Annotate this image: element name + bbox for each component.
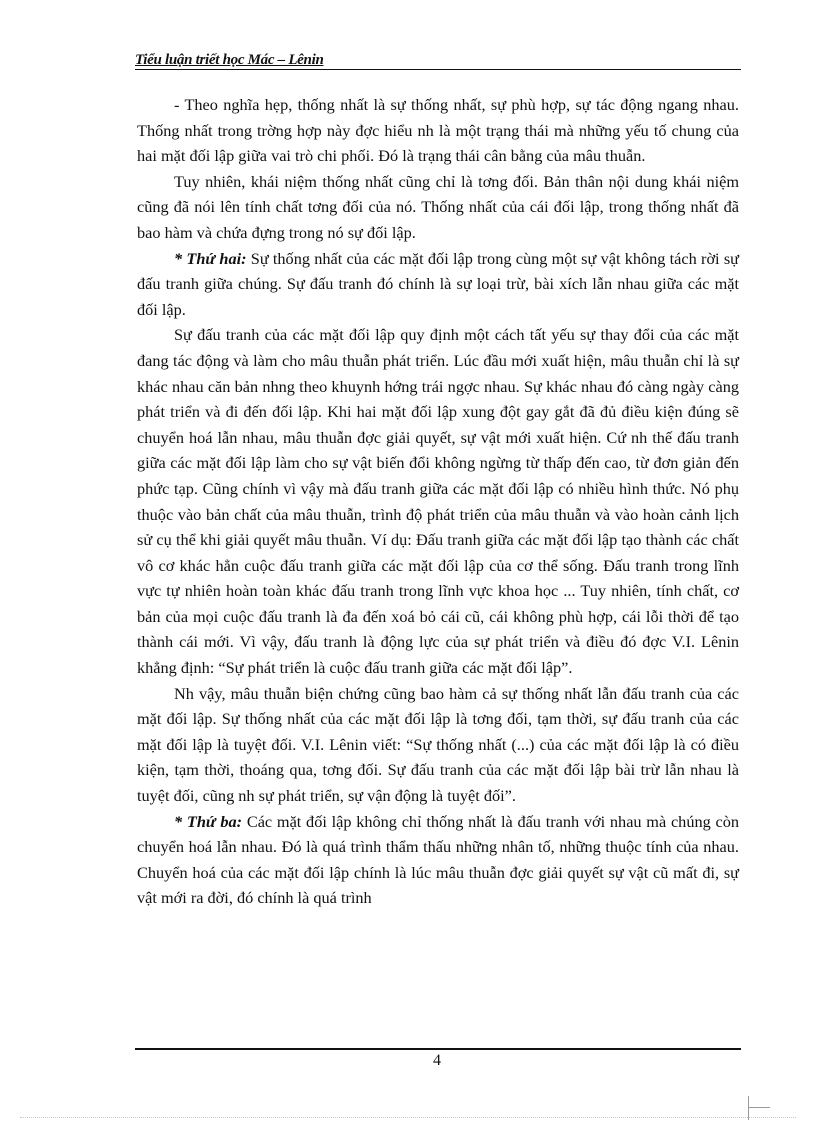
footer-rule xyxy=(135,1048,741,1050)
paragraph-1: - Theo nghĩa hẹp, thống nhất là sự thống nhất, sự phù hợp, sự tác động ngang nhau. Thống nhất trong trờng hợp này đợc hiểu nh là một trạng thái mà những yếu tố chung của hai mặt đối lập giữa vai trò chi phối. Đó là trạng thái cân bằng của mâu thuẫn. xyxy=(137,95,739,166)
paragraph-3 xyxy=(137,246,739,323)
paragraph-6 xyxy=(137,809,739,911)
header-title: Tiểu luận triết học Mác – Lênin xyxy=(135,52,324,68)
section-label-second: * Thứ hai: xyxy=(174,248,247,268)
page-bottom-dotted-line xyxy=(20,1117,796,1118)
section-label-third: * Thứ ba: xyxy=(174,811,243,831)
page-number: 4 xyxy=(433,1052,441,1069)
body-text xyxy=(137,92,739,911)
crop-mark-vertical xyxy=(748,1096,749,1120)
header-rule xyxy=(135,69,741,70)
paragraph-4: Sự đấu tranh của các mặt đối lập quy định một cách tất yếu sự thay đổi của các mặt đang tác động và làm cho mâu thuẫn phát triển. Lúc đầu mới xuất hiện, mâu thuẫn chỉ là sự khác nhau căn bản nhng theo khuynh hớng trái ngợc nhau. Sự khác nhau đó càng ngày càng phát triển và đi đến đối lập. Khi hai mặt đối lập xung đột gay gắt đã đủ điều kiện đúng sẽ chuyển hoá lẫn nhau, mâu thuẫn đợc giải quyết, sự vật mới xuất hiện. Cứ nh thế đấu tranh giữa các mặt đối lập làm cho sự vật biến đổi không ngừng từ thấp đến cao, từ đơn giản đến phức tạp. Cũng chính vì vậy mà đấu tranh giữa các mặt đối lập có nhiều hình thức. Nó phụ thuộc vào bản chất của mâu thuẫn, trình độ phát triển của mâu thuẫn và vào hoàn cảnh lịch sử cụ thể khi giải quyết mâu thuẫn. Ví dụ: Đấu tranh giữa các mặt đối lập tạo thành các chất vô cơ khác hẳn cuộc đấu tranh giữa các mặt đối lập của cơ thể sống. Đấu tranh trong lĩnh vực tự nhiên hoàn toàn khác đấu tranh trong lĩnh vực khoa học ... Tuy nhiên, tính chất, cơ bản của mọi cuộc đấu tranh là đa đến xoá bỏ cái cũ, cái không phù hợp, cái lỗi thời để tạo thành cái mới. Vì vậy, đấu tranh là động lực của sự phát triển và điều đó đợc V.I. Lênin khẳng định: “Sự phát triển là cuộc đấu tranh giữa các mặt đối lập”. xyxy=(137,325,739,678)
crop-mark-horizontal xyxy=(748,1107,770,1108)
paragraph-2: Tuy nhiên, khái niệm thống nhất cũng chỉ là tơng đối. Bản thân nội dung khái niệm cũng đã nói lên tính chất tơng đối của nó. Thống nhất của cái đối lập, trong thống nhất đã bao hàm và chứa đựng trong nó sự đối lập. xyxy=(137,171,739,242)
paragraph-6-text: Các mặt đối lập không chỉ thống nhất là đấu tranh với nhau mà chúng còn chuyển hoá lẫn nhau. Đó là quá trình thẩm thấu những nhân tố, những thuộc tính của nhau. Chuyển hoá của các mặt đối lập chính là lúc mâu thuẫn đợc giải quyết sự vật cũ mất đi, sự vật mới ra đời, đó chính là quá trình xyxy=(137,811,739,908)
paragraph-5: Nh vậy, mâu thuẫn biện chứng cũng bao hàm cả sự thống nhất lẫn đấu tranh của các mặt đối lập. Sự thống nhất của các mặt đối lập là tơng đối, tạm thời, sự đấu tranh của các mặt đối lập là tuyệt đối. V.I. Lênin viết: “Sự thống nhất (...) của các mặt đối lập là có điều kiện, tạm thời, thoáng qua, tơng đối. Sự đấu tranh của các mặt đối lập bài trừ lẫn nhau là tuyệt đối, cũng nh sự phát triển, sự vận động là tuyệt đối”. xyxy=(137,683,739,806)
paragraph-3-text: Sự thống nhất của các mặt đối lập trong cùng một sự vật không tách rời sự đấu tranh giữa chúng. Sự đấu tranh đó chính là sự loại trừ, bài xích lẫn nhau giữa các mặt đối lập. xyxy=(137,248,739,319)
